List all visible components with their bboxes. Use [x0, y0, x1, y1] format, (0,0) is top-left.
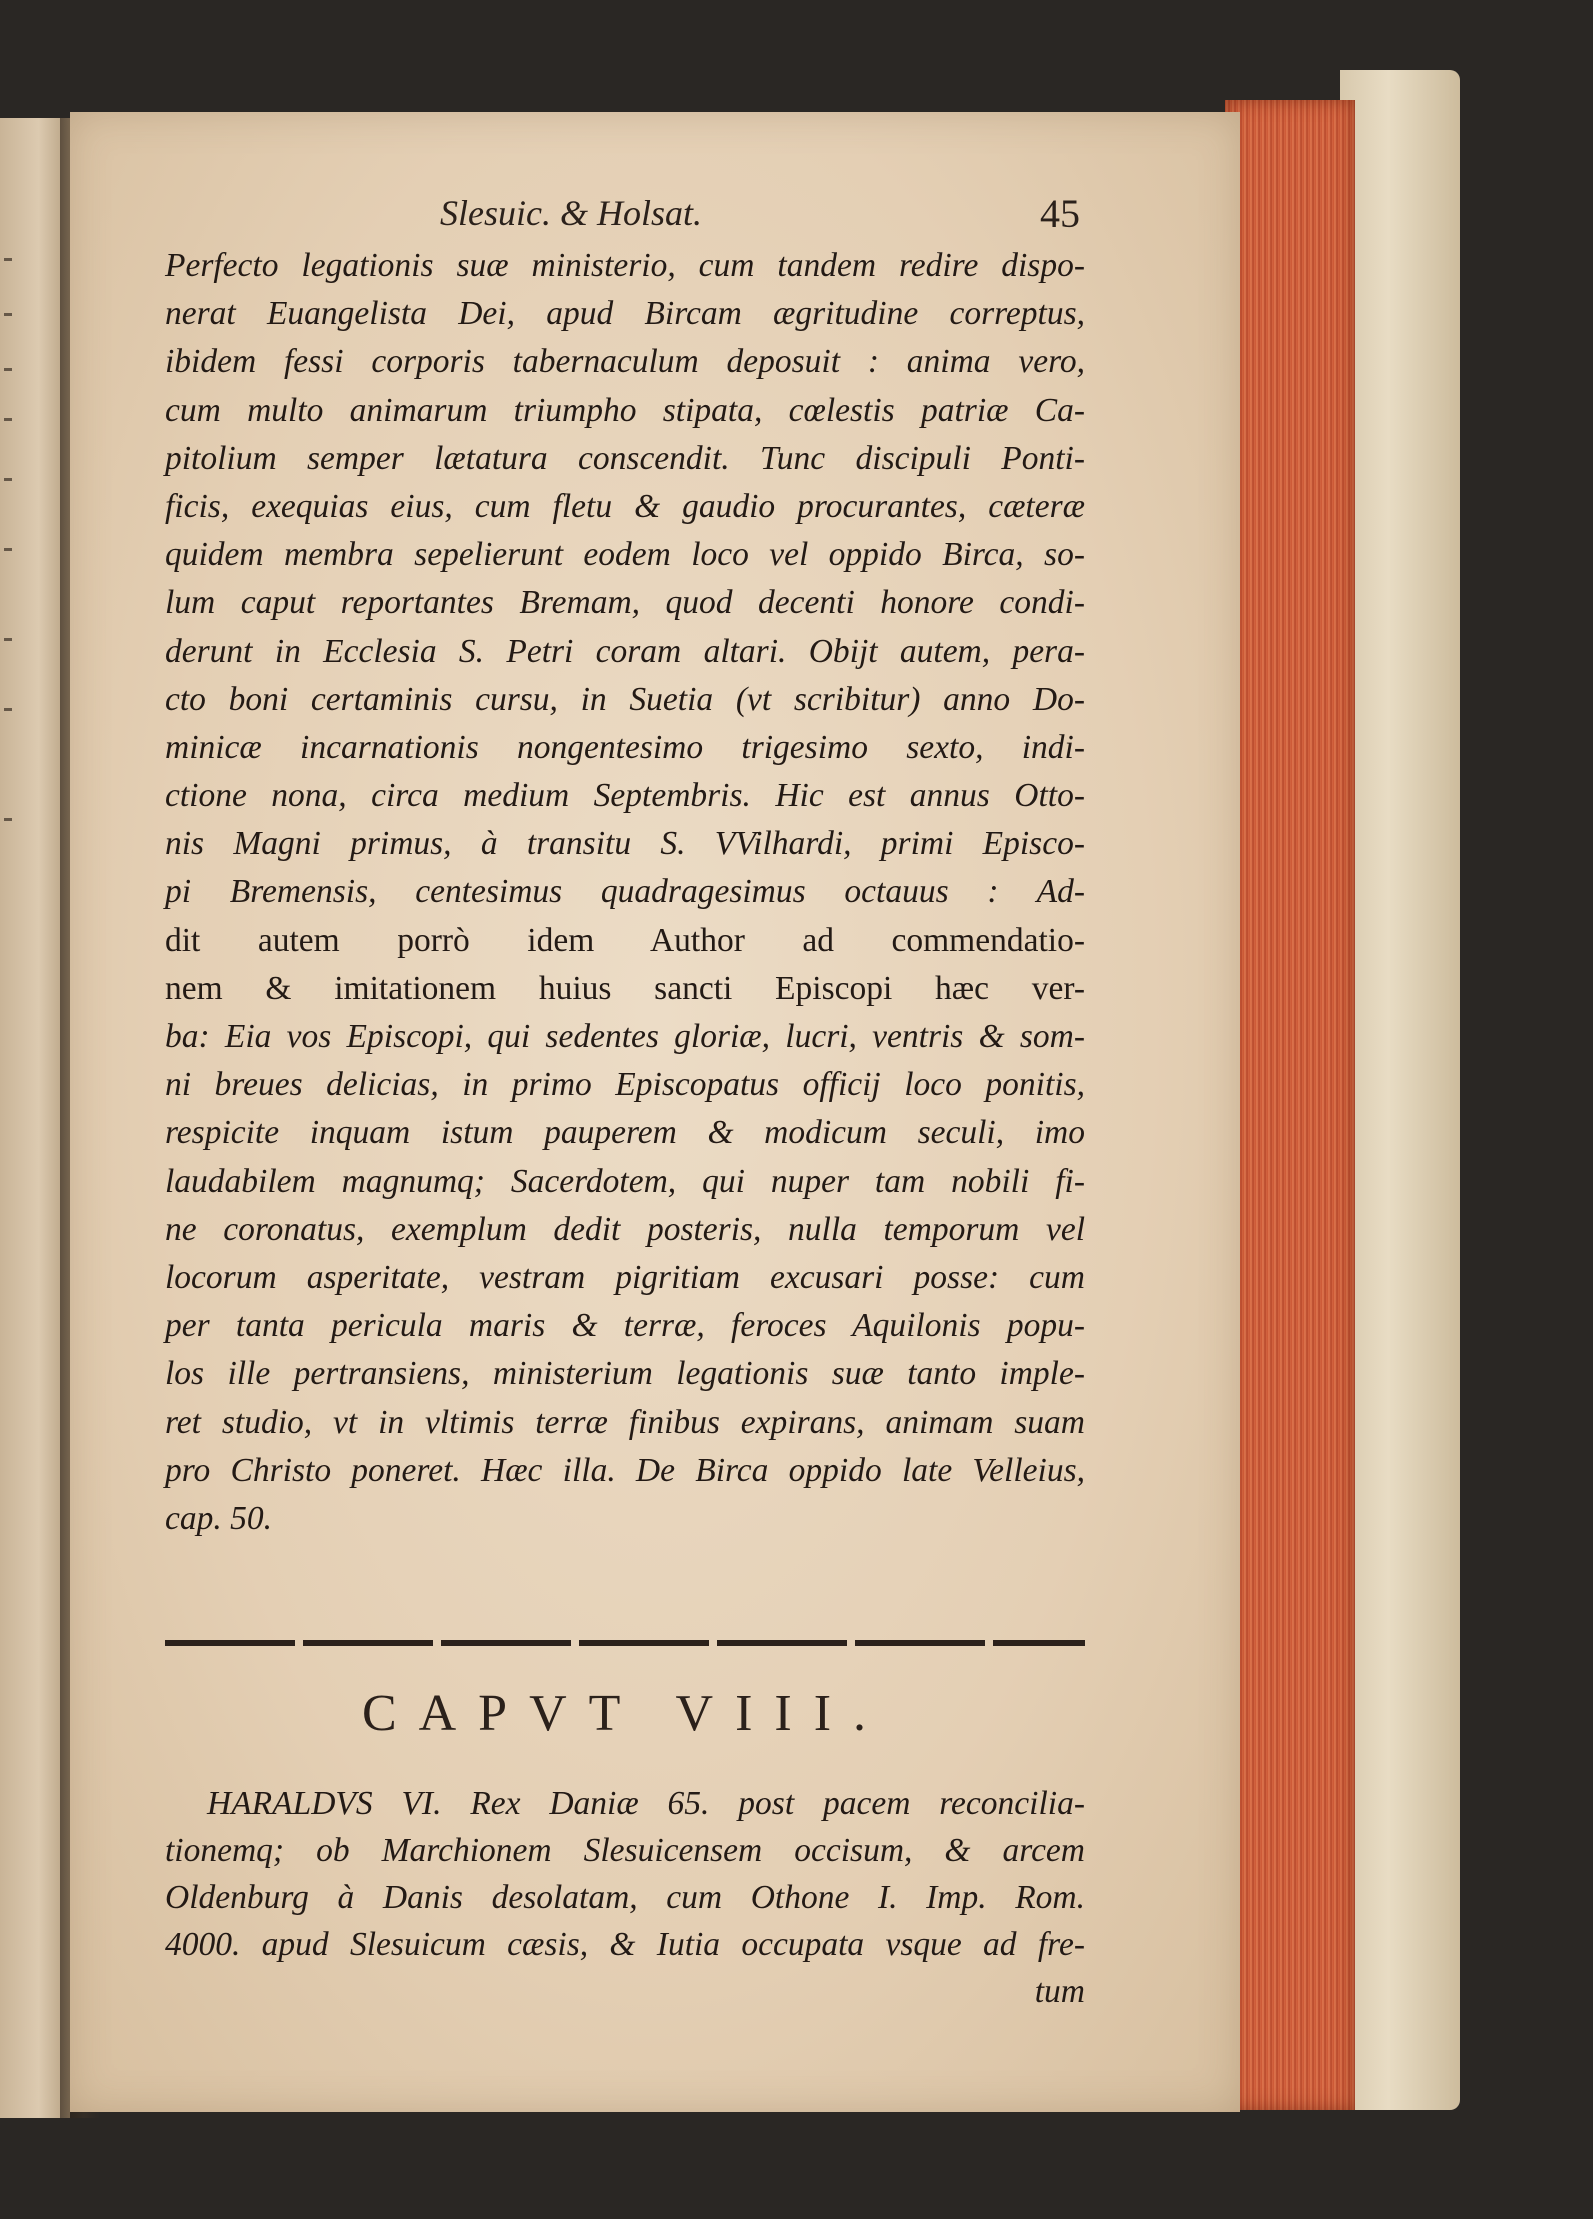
- section-rule: [165, 1640, 1085, 1646]
- text-line: lum caput reportantes Bremam, quod decenti honore condi-: [165, 584, 1085, 622]
- text-line: respicite inquam istum pauperem & modicum seculi, imo: [165, 1114, 1085, 1152]
- text-line: ba: Eia vos Episcopi, qui sedentes gloriæ, lucri, ventris & som-: [165, 1018, 1085, 1055]
- page-block-edge: [1225, 100, 1355, 2110]
- text-line: nis Magni primus, à transitu S. VVilhardi, primi Episco-: [165, 825, 1085, 863]
- chapter-title: CAPVT VIII.: [361, 1685, 889, 1742]
- text-line: ne coronatus, exemplum dedit posteris, nulla temporum vel: [165, 1210, 1085, 1248]
- text-line: pi Bremensis, centesimus quadragesimus octauus : Ad-: [165, 873, 1085, 911]
- text-line: HARALDVS VI. Rex Daniæ 65. post pacem reconcilia-: [207, 1785, 1085, 1822]
- text-line: ni breues delicias, in primo Episcopatus officij loco ponitis,: [165, 1066, 1085, 1104]
- text-line: ret studio, vt in vltimis terræ finibus expirans, animam suam: [165, 1403, 1085, 1441]
- text-line: pro Christo poneret. Hæc illa. De Birca oppido late Velleius,: [165, 1451, 1085, 1489]
- text-line: tionemq; ob Marchionem Slesuicensem occisum, & arcem: [165, 1832, 1085, 1869]
- text-line: minicæ incarnationis nongentesimo trigesimo sexto, indi-: [165, 728, 1085, 766]
- text-line: 4000. apud Slesuicum cæsis, & Iutia occupata vsque ad fre-: [165, 1926, 1085, 1963]
- text-line: ctione nona, circa medium Septembris. Hic est annus Otto-: [165, 777, 1085, 815]
- text-line: locorum asperitate, vestram pigritiam excusari posse: cum: [165, 1258, 1085, 1296]
- catchword: tum: [1034, 1973, 1085, 2010]
- page-number: 45: [1040, 191, 1080, 236]
- text-line: per tanta pericula maris & terræ, feroces Aquilonis popu-: [165, 1307, 1085, 1345]
- text-line: pitolium semper lætatura conscendit. Tunc discipuli Ponti-: [165, 439, 1085, 477]
- text-line: cto boni certaminis cursu, in Suetia (vt scribitur) anno Do-: [165, 680, 1085, 718]
- text-line: ibidem fessi corporis tabernaculum deposuit : anima vero,: [165, 343, 1085, 381]
- text-line: los ille pertransiens, ministerium legationis suæ tanto imple-: [165, 1355, 1085, 1393]
- page-header: [160, 192, 1090, 242]
- text-line: nem & imitationem huius sancti Episcopi hæc ver-: [165, 969, 1085, 1007]
- text-line: ficis, exequias eius, cum fletu & gaudio procurantes, cæteræ: [165, 487, 1085, 525]
- text-line: Oldenburg à Danis desolatam, cum Othone I. Imp. Rom.: [165, 1879, 1085, 1916]
- chapter-text: [165, 1780, 1085, 2015]
- text-line: dit autem porrò idem Author ad commendatio-: [165, 921, 1085, 959]
- text-line: cap. 50.: [165, 1499, 272, 1537]
- body-text: [165, 242, 1085, 1543]
- text-line: quidem membra sepelierunt eodem loco vel oppido Birca, so-: [165, 536, 1085, 574]
- text-line: Perfecto legationis suæ ministerio, cum tandem redire dispo-: [165, 247, 1085, 284]
- text-line: laudabilem magnumq; Sacerdotem, qui nuper tam nobili fi-: [165, 1162, 1085, 1200]
- book-cover-edge: [1340, 70, 1460, 2110]
- text-line: derunt in Ecclesia S. Petri coram altari. Obijt autem, pera-: [165, 632, 1085, 670]
- text-line: nerat Euangelista Dei, apud Bircam ægritudine correptus,: [165, 295, 1085, 333]
- text-line: cum multo animarum triumpho stipata, cœlestis patriæ Ca-: [165, 391, 1085, 429]
- running-title: Slesuic. & Holsat.: [440, 193, 702, 233]
